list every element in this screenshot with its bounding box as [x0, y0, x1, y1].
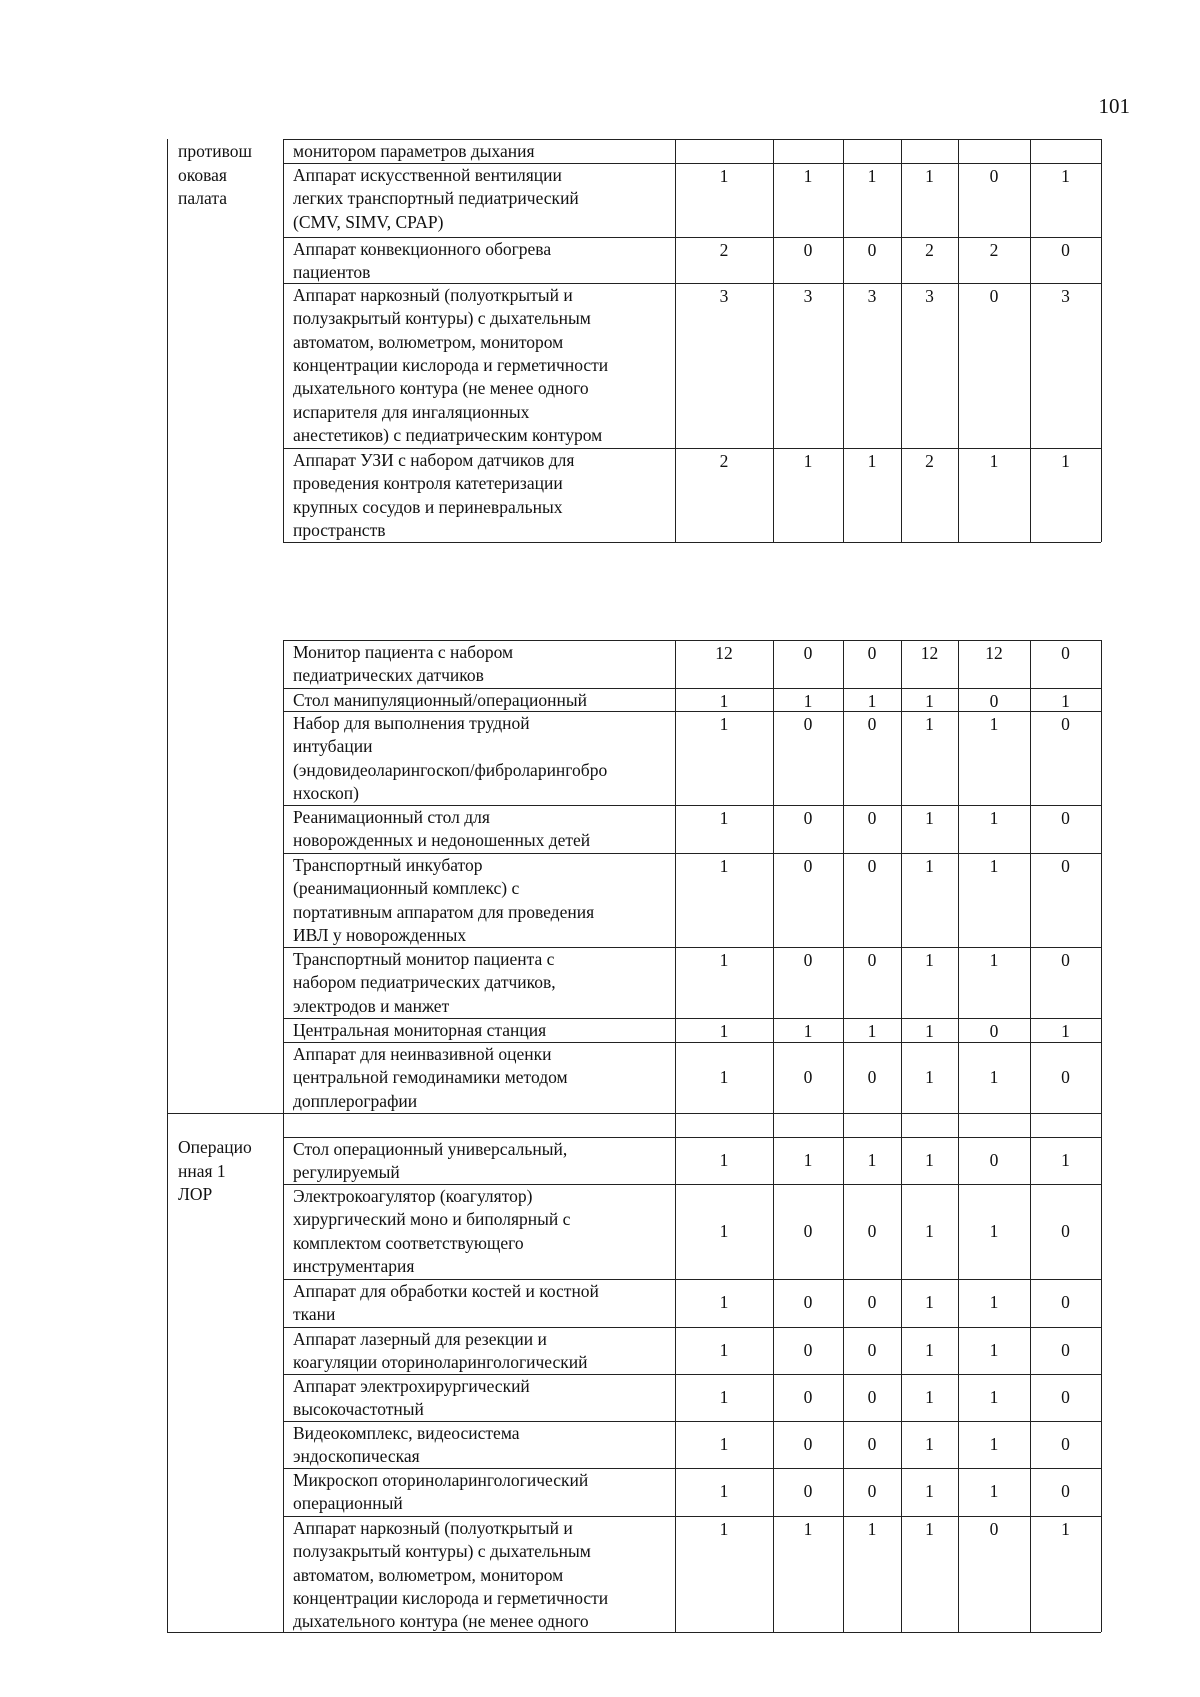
quantity-cell: 0: [803, 1292, 813, 1312]
quantity-cell: 0: [867, 1433, 877, 1454]
quantity-cell: 1: [925, 808, 934, 828]
quantity-cell: 2: [989, 240, 999, 260]
quantity-cell: 1: [925, 1066, 934, 1087]
quantity-cell: 1: [719, 1433, 729, 1454]
quantity-cell: 0: [867, 1066, 877, 1087]
equipment-name: (эндовидеоларингоскоп/фиброларингобро: [293, 759, 608, 780]
quantity-cell: 1: [719, 1339, 729, 1360]
quantity-cell: 1: [925, 1481, 934, 1501]
column-rule: [675, 139, 676, 542]
equipment-name: хирургический моно и биполярный с: [293, 1209, 571, 1230]
quantity-cell: 0: [989, 691, 999, 711]
quantity-cell: 3: [867, 286, 877, 306]
column-rule: [843, 139, 844, 542]
quantity-cell: 1: [1061, 166, 1070, 186]
section-label: палата: [178, 188, 227, 208]
quantity-cell: 12: [985, 643, 1003, 663]
quantity-cell: 0: [1061, 643, 1070, 663]
quantity-cell: 1: [925, 1433, 934, 1454]
equipment-name: операционный: [293, 1493, 403, 1514]
quantity-cell: 1: [867, 166, 877, 186]
quantity-cell: 1: [989, 950, 999, 970]
quantity-cell: 2: [719, 240, 729, 260]
equipment-name: нхоскоп): [293, 782, 359, 803]
quantity-cell: 1: [867, 1149, 877, 1170]
quantity-cell: 0: [803, 856, 813, 876]
quantity-cell: 12: [920, 643, 939, 663]
equipment-name: интубации: [293, 736, 373, 757]
quantity-cell: 1: [989, 808, 999, 828]
column-rule: [958, 139, 959, 542]
quantity-cell: 1: [867, 1021, 877, 1041]
equipment-name: испарителя для ингаляционных: [293, 401, 530, 422]
quantity-cell: 0: [803, 714, 813, 734]
quantity-cell: 0: [1061, 950, 1070, 970]
column-rule: [1030, 139, 1031, 542]
quantity-cell: 1: [719, 714, 729, 734]
equipment-name: легких транспортный педиатрический: [293, 188, 579, 209]
quantity-cell: 0: [867, 1481, 877, 1501]
quantity-cell: 1: [719, 1519, 729, 1539]
equipment-name: комплектом соответствующего: [293, 1232, 524, 1253]
equipment-name: новорожденных и недоношенных детей: [293, 830, 591, 851]
equipment-name: автоматом, волюметром, монитором: [293, 331, 564, 352]
quantity-cell: 0: [803, 1433, 813, 1454]
quantity-cell: 0: [803, 1386, 813, 1407]
quantity-cell: 1: [803, 1519, 813, 1539]
quantity-cell: 0: [803, 1220, 813, 1241]
quantity-cell: 2: [925, 451, 934, 471]
quantity-cell: 0: [867, 1386, 877, 1407]
quantity-cell: 0: [803, 950, 813, 970]
equipment-name: электродов и манжет: [293, 995, 450, 1016]
equipment-name: Аппарат лазерный для резекции и: [293, 1329, 547, 1349]
quantity-cell: 0: [1061, 714, 1070, 734]
quantity-cell: 1: [719, 166, 729, 186]
section-label: нная 1: [178, 1160, 226, 1181]
equipment-name: эндоскопическая: [293, 1446, 420, 1467]
equipment-name: пациентов: [293, 262, 371, 283]
quantity-cell: 1: [803, 1149, 813, 1170]
quantity-cell: 1: [925, 1220, 934, 1241]
equipment-name: центральной гемодинамики методом: [293, 1067, 568, 1088]
quantity-cell: 1: [803, 1021, 813, 1041]
quantity-cell: 0: [989, 1519, 999, 1539]
quantity-cell: 0: [867, 808, 877, 828]
equipment-name: Аппарат для обработки костей и костной: [293, 1281, 599, 1301]
equipment-name: Стол манипуляционный/операционный: [293, 690, 587, 710]
quantity-cell: 0: [803, 1066, 813, 1087]
equipment-name: Аппарат наркозный (полуоткрытый и: [293, 285, 573, 305]
quantity-cell: 1: [925, 166, 934, 186]
quantity-cell: 1: [925, 950, 934, 970]
equipment-name: педиатрических датчиков: [293, 665, 484, 686]
quantity-cell: 1: [719, 1021, 729, 1041]
equipment-name: монитором параметров дыхания: [293, 141, 535, 161]
quantity-cell: 0: [867, 643, 877, 663]
quantity-cell: 0: [1061, 1433, 1070, 1454]
quantity-cell: 1: [925, 691, 934, 711]
equipment-name: портативным аппаратом для проведения: [293, 901, 595, 922]
quantity-cell: 3: [719, 286, 729, 306]
equipment-name: (CMV, SIMV, CPAP): [293, 211, 444, 232]
equipment-name: Видеокомплекс, видеосистема: [293, 1423, 520, 1443]
quantity-cell: 2: [925, 240, 934, 260]
quantity-cell: 1: [989, 1433, 999, 1454]
quantity-cell: 1: [989, 1339, 999, 1360]
quantity-cell: 0: [867, 1220, 877, 1241]
section-rule: [167, 1632, 283, 1633]
quantity-cell: 1: [719, 1481, 729, 1501]
quantity-cell: 1: [989, 1066, 999, 1087]
quantity-cell: 3: [925, 286, 934, 306]
column-rule: [283, 640, 284, 1632]
equipment-name: Аппарат наркозный (полуоткрытый и: [293, 1518, 573, 1538]
equipment-name: ткани: [293, 1304, 336, 1325]
quantity-cell: 1: [989, 1481, 999, 1501]
section-label: ЛОР: [178, 1184, 213, 1204]
quantity-cell: 1: [719, 1066, 729, 1087]
equipment-name: Транспортный монитор пациента с: [293, 949, 555, 969]
column-rule: [283, 139, 284, 542]
quantity-cell: 1: [925, 1292, 934, 1312]
equipment-name: Транспортный инкубатор: [293, 855, 483, 875]
section-label: противош: [178, 141, 253, 161]
equipment-name: пространств: [293, 519, 386, 540]
quantity-cell: 1: [1061, 451, 1070, 471]
quantity-cell: 0: [1061, 808, 1070, 828]
quantity-cell: 0: [867, 950, 877, 970]
quantity-cell: 0: [1061, 1339, 1070, 1360]
quantity-cell: 0: [989, 166, 999, 186]
section-rule: [167, 1113, 283, 1114]
quantity-cell: 0: [1061, 1066, 1070, 1087]
equipment-name: Аппарат электрохирургический: [293, 1376, 530, 1396]
equipment-name: Микроскоп оториноларингологический: [293, 1470, 589, 1490]
quantity-cell: 0: [989, 1149, 999, 1170]
quantity-cell: 0: [867, 240, 877, 260]
equipment-name: (реанимационный комплекс) с: [293, 878, 520, 899]
equipment-name: крупных сосудов и периневральных: [293, 496, 563, 517]
quantity-cell: 1: [803, 451, 813, 471]
quantity-cell: 1: [925, 1149, 934, 1170]
equipment-name: концентрации кислорода и герметичности: [293, 1587, 609, 1608]
equipment-name: регулируемый: [293, 1162, 400, 1183]
quantity-cell: 1: [719, 691, 729, 711]
quantity-cell: 1: [1061, 1021, 1070, 1041]
column-rule: [1101, 640, 1102, 1632]
column-rule: [773, 139, 774, 542]
equipment-name: Реанимационный стол для: [293, 807, 490, 827]
equipment-name: проведения контроля катетеризации: [293, 473, 563, 494]
quantity-cell: 0: [803, 643, 813, 663]
section-label: оковая: [178, 164, 227, 185]
quantity-cell: 0: [1061, 1292, 1070, 1312]
equipment-name: Монитор пациента с набором: [293, 642, 514, 662]
quantity-cell: 1: [719, 950, 729, 970]
quantity-cell: 1: [1061, 691, 1070, 711]
quantity-cell: 1: [719, 1292, 729, 1312]
equipment-name: коагуляции оториноларингологический: [293, 1352, 588, 1373]
column-rule: [901, 139, 902, 542]
quantity-cell: 0: [803, 240, 813, 260]
quantity-cell: 1: [925, 1386, 934, 1407]
equipment-name: концентрации кислорода и герметичности: [293, 354, 609, 375]
quantity-cell: 1: [1061, 1519, 1070, 1539]
quantity-cell: 1: [925, 714, 934, 734]
quantity-cell: 1: [989, 856, 999, 876]
quantity-cell: 0: [867, 1339, 877, 1360]
quantity-cell: 3: [803, 286, 813, 306]
equipment-name: полузакрытый контуры) с дыхательным: [293, 308, 591, 329]
quantity-cell: 0: [803, 1339, 813, 1360]
quantity-cell: 0: [1061, 240, 1070, 260]
quantity-cell: 0: [867, 1292, 877, 1312]
quantity-cell: 1: [925, 856, 934, 876]
quantity-cell: 1: [925, 1021, 934, 1041]
equipment-name: автоматом, волюметром, монитором: [293, 1564, 564, 1585]
quantity-cell: 1: [719, 1220, 729, 1241]
page-number: 101: [1098, 94, 1130, 118]
quantity-cell: 0: [867, 714, 877, 734]
quantity-cell: 1: [719, 856, 729, 876]
quantity-cell: 1: [867, 691, 877, 711]
quantity-cell: 1: [719, 808, 729, 828]
quantity-cell: 1: [925, 1519, 934, 1539]
section-border: [167, 139, 168, 1632]
quantity-cell: 2: [719, 451, 729, 471]
equipment-name: дыхательного контура (не менее одного: [293, 378, 589, 399]
quantity-cell: 0: [1061, 1220, 1070, 1241]
equipment-name: Набор для выполнения трудной: [293, 713, 530, 733]
equipment-name: ИВЛ у новорожденных: [293, 924, 467, 945]
quantity-cell: 1: [989, 1386, 999, 1407]
quantity-cell: 1: [719, 1149, 729, 1170]
quantity-cell: 1: [989, 714, 999, 734]
quantity-cell: 1: [989, 451, 999, 471]
equipment-name: набором педиатрических датчиков,: [293, 972, 556, 993]
quantity-cell: 12: [715, 643, 733, 663]
quantity-cell: 0: [989, 286, 999, 306]
quantity-cell: 0: [1061, 1386, 1070, 1407]
equipment-name: Аппарат УЗИ с набором датчиков для: [293, 450, 575, 470]
equipment-name: инструментария: [293, 1255, 415, 1276]
equipment-name: Аппарат конвекционного обогрева: [293, 239, 552, 259]
row-rule: [283, 1113, 1101, 1114]
quantity-cell: 1: [1061, 1149, 1070, 1170]
equipment-name: Центральная мониторная станция: [293, 1020, 547, 1040]
equipment-name: полузакрытый контуры) с дыхательным: [293, 1541, 591, 1562]
quantity-cell: 0: [803, 1481, 813, 1501]
quantity-cell: 1: [803, 166, 813, 186]
quantity-cell: 1: [989, 1292, 999, 1312]
equipment-name: допплерографии: [293, 1090, 418, 1111]
quantity-cell: 1: [925, 1339, 934, 1360]
quantity-cell: 0: [989, 1021, 999, 1041]
quantity-cell: 3: [1061, 286, 1070, 306]
column-rule: [1101, 139, 1102, 542]
quantity-cell: 1: [719, 1386, 729, 1407]
quantity-cell: 1: [867, 1519, 877, 1539]
equipment-name: дыхательного контура (не менее одного: [293, 1611, 589, 1632]
equipment-name: высокочастотный: [293, 1399, 424, 1420]
equipment-name: анестетиков) с педиатрическим контуром: [293, 424, 603, 445]
quantity-cell: 0: [803, 808, 813, 828]
equipment-name: Аппарат для неинвазивной оценки: [293, 1044, 552, 1064]
equipment-name: Аппарат искусственной вентиляции: [293, 165, 562, 185]
quantity-cell: 0: [1061, 856, 1070, 876]
quantity-cell: 1: [867, 451, 877, 471]
quantity-cell: 0: [1061, 1481, 1070, 1501]
quantity-cell: 1: [989, 1220, 999, 1241]
row-rule: [283, 542, 1101, 543]
quantity-cell: 1: [803, 691, 813, 711]
section-label: Операцио: [178, 1137, 252, 1157]
equipment-name: Электрокоагулятор (коагулятор): [293, 1186, 533, 1206]
quantity-cell: 0: [867, 856, 877, 876]
equipment-name: Стол операционный универсальный,: [293, 1139, 568, 1159]
